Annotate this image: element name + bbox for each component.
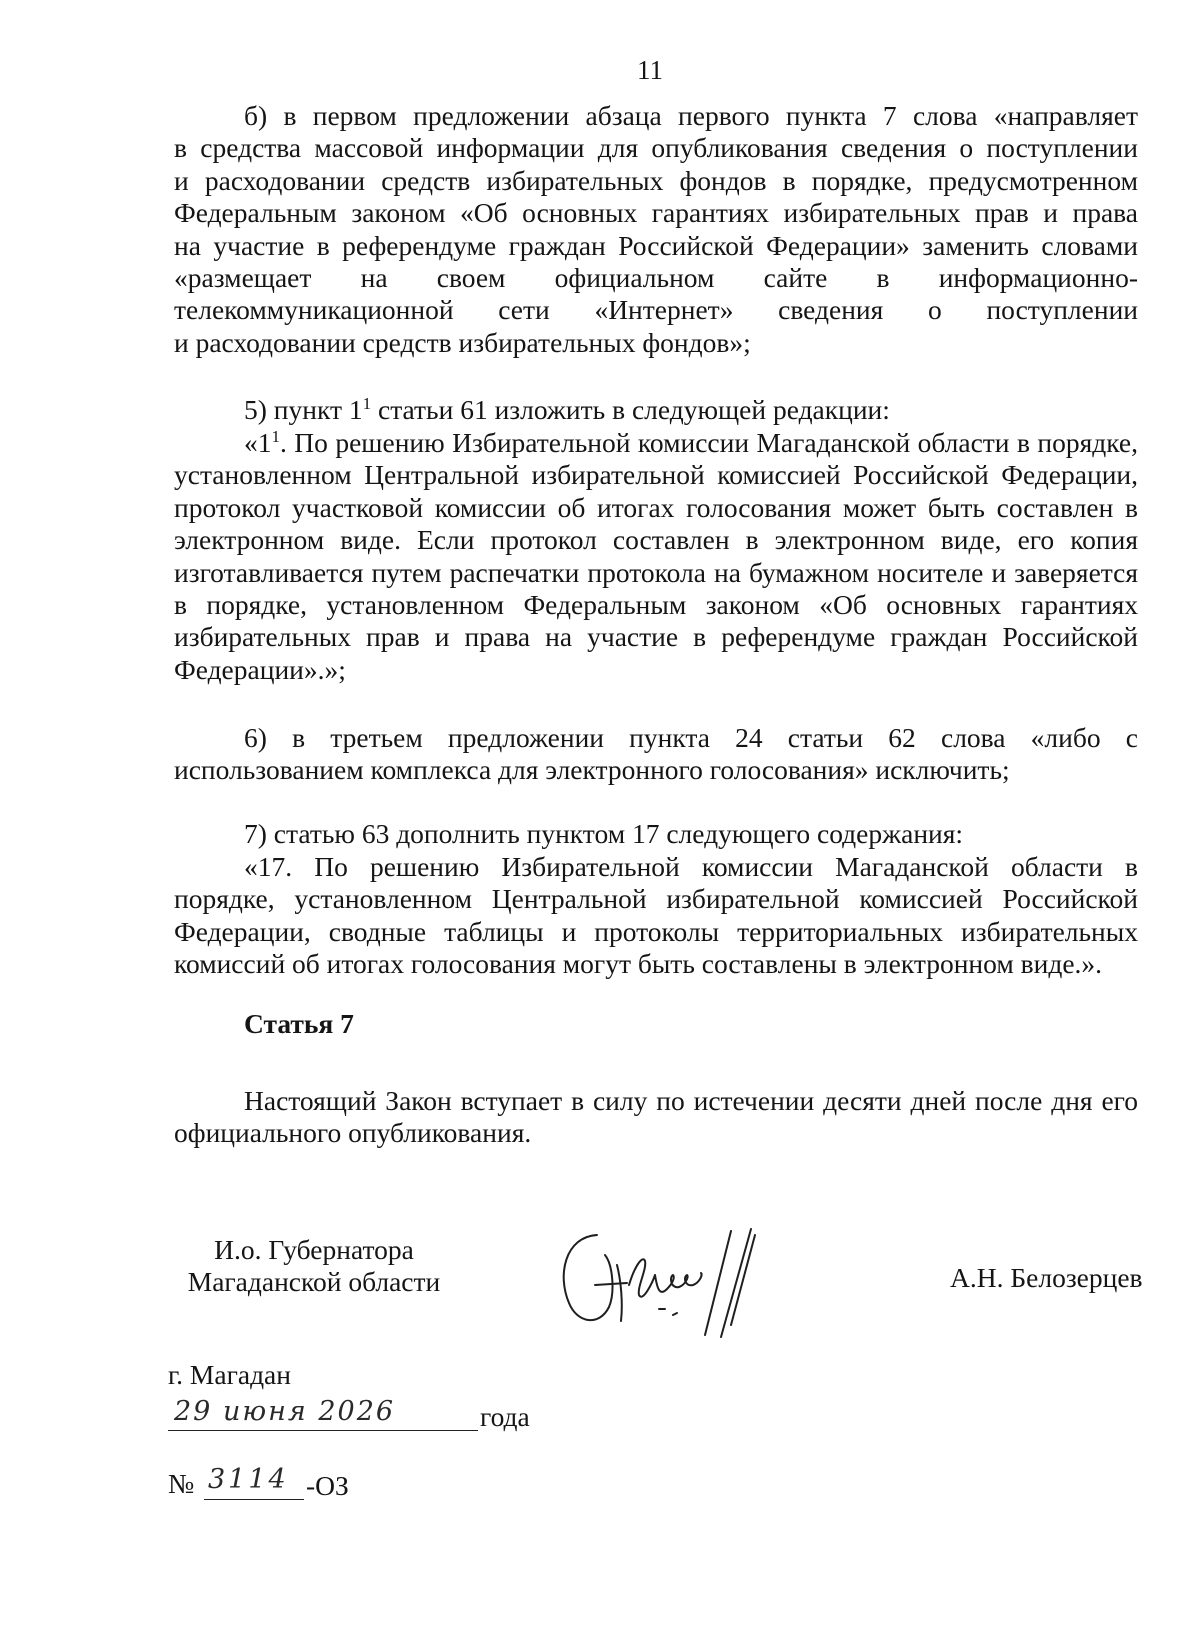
date-field <box>168 1395 548 1435</box>
paragraph-5-quote-text: «$1^1$. По решению Избирательной комиссии Магаданской области в порядке, установленном Центральной избирательной комиссией Российской Федерации, протокол участковой комиссии об итогах голосования может быть составлен в электронном виде. Если протокол составлен в электронном виде, его копия изготавливается путем распечатки протокола на бумажном носителе и заверяется в порядке, установленном Федеральным законом «Об основных гарантиях избирательных прав и права на участие в референдуме граждан Российской Федерации».»; <box>174 427 1138 685</box>
number-prefix: № <box>168 1468 195 1499</box>
signatory-position-line1: И.о. Губернатора <box>214 1234 414 1265</box>
paragraph-7-quote-text: «17. По решению Избирательной комиссии Магаданской области в порядке, установленном Центральной избирательной комиссией Российской Федерации, сводные таблицы и протоколы территориальных избирательных комиссий об итогах голосования могут быть составлены в электронном виде.». <box>174 851 1138 980</box>
paragraph-5-quote <box>174 427 1138 686</box>
number-handwritten: 3114 <box>208 1464 289 1495</box>
page-number: 11 <box>637 55 663 85</box>
law-number-field <box>168 1464 468 1504</box>
date-underline <box>168 1430 478 1431</box>
paragraph-7-quote <box>174 851 1138 981</box>
paragraph-b-line: на участие в референдуме граждан Российской Федерации» заменить словами <box>174 229 1138 261</box>
paragraph-6 <box>174 722 1138 787</box>
article-heading: Статья 7 <box>244 1008 354 1039</box>
number-suffix: -ОЗ <box>306 1470 349 1501</box>
paragraph-5-intro-text: 5) пункт $1^1$ статьи 61 изложить в следующей редакции: <box>244 394 890 425</box>
paragraph-b-line: «размещает на своем официальном сайте в информационно- <box>174 262 1138 294</box>
paragraph-6-text: 6) в третьем предложении пункта 24 статьи 62 слова «либо с использованием комплекса для электронного голосования» исключить; <box>174 722 1138 786</box>
number-underline <box>204 1499 304 1500</box>
place-of-signing: г. Магадан <box>168 1359 291 1390</box>
paragraph-b-line-last: и расходовании средств избирательных фондов»; <box>174 326 751 358</box>
paragraph-b-line: в средства массовой информации для опубликования сведения о поступлении <box>174 132 1138 164</box>
signatory-name: А.Н. Белозерцев <box>950 1262 1143 1293</box>
paragraph-b-line: телекоммуникационной сети «Интернет» сведения о поступлении <box>174 294 1138 326</box>
handwritten-signature-icon <box>555 1225 785 1345</box>
paragraph-b-line: и расходовании средств избирательных фондов в порядке, предусмотренном <box>174 164 1138 196</box>
article-text <box>174 1085 1138 1150</box>
date-handwritten: 29 июня 2026 <box>174 1396 396 1427</box>
paragraph-7-intro <box>174 818 1138 850</box>
article-text-body: Настоящий Закон вступает в силу по истечении десяти дней после дня его официального опубликования. <box>174 1085 1138 1149</box>
signatory-position <box>174 1234 454 1298</box>
paragraph-b-line: б) в первом предложении абзаца первого пункта 7 слова «направляет <box>244 100 1138 131</box>
paragraph-5-intro <box>174 394 1138 426</box>
paragraph-b <box>174 100 1138 359</box>
paragraph-7-intro-text: 7) статью 63 дополнить пунктом 17 следующего содержания: <box>244 818 964 849</box>
signatory-position-line2: Магаданской области <box>187 1266 441 1297</box>
paragraph-b-line: Федеральным законом «Об основных гарантиях избирательных прав и права <box>174 197 1138 229</box>
date-suffix: года <box>480 1401 530 1432</box>
